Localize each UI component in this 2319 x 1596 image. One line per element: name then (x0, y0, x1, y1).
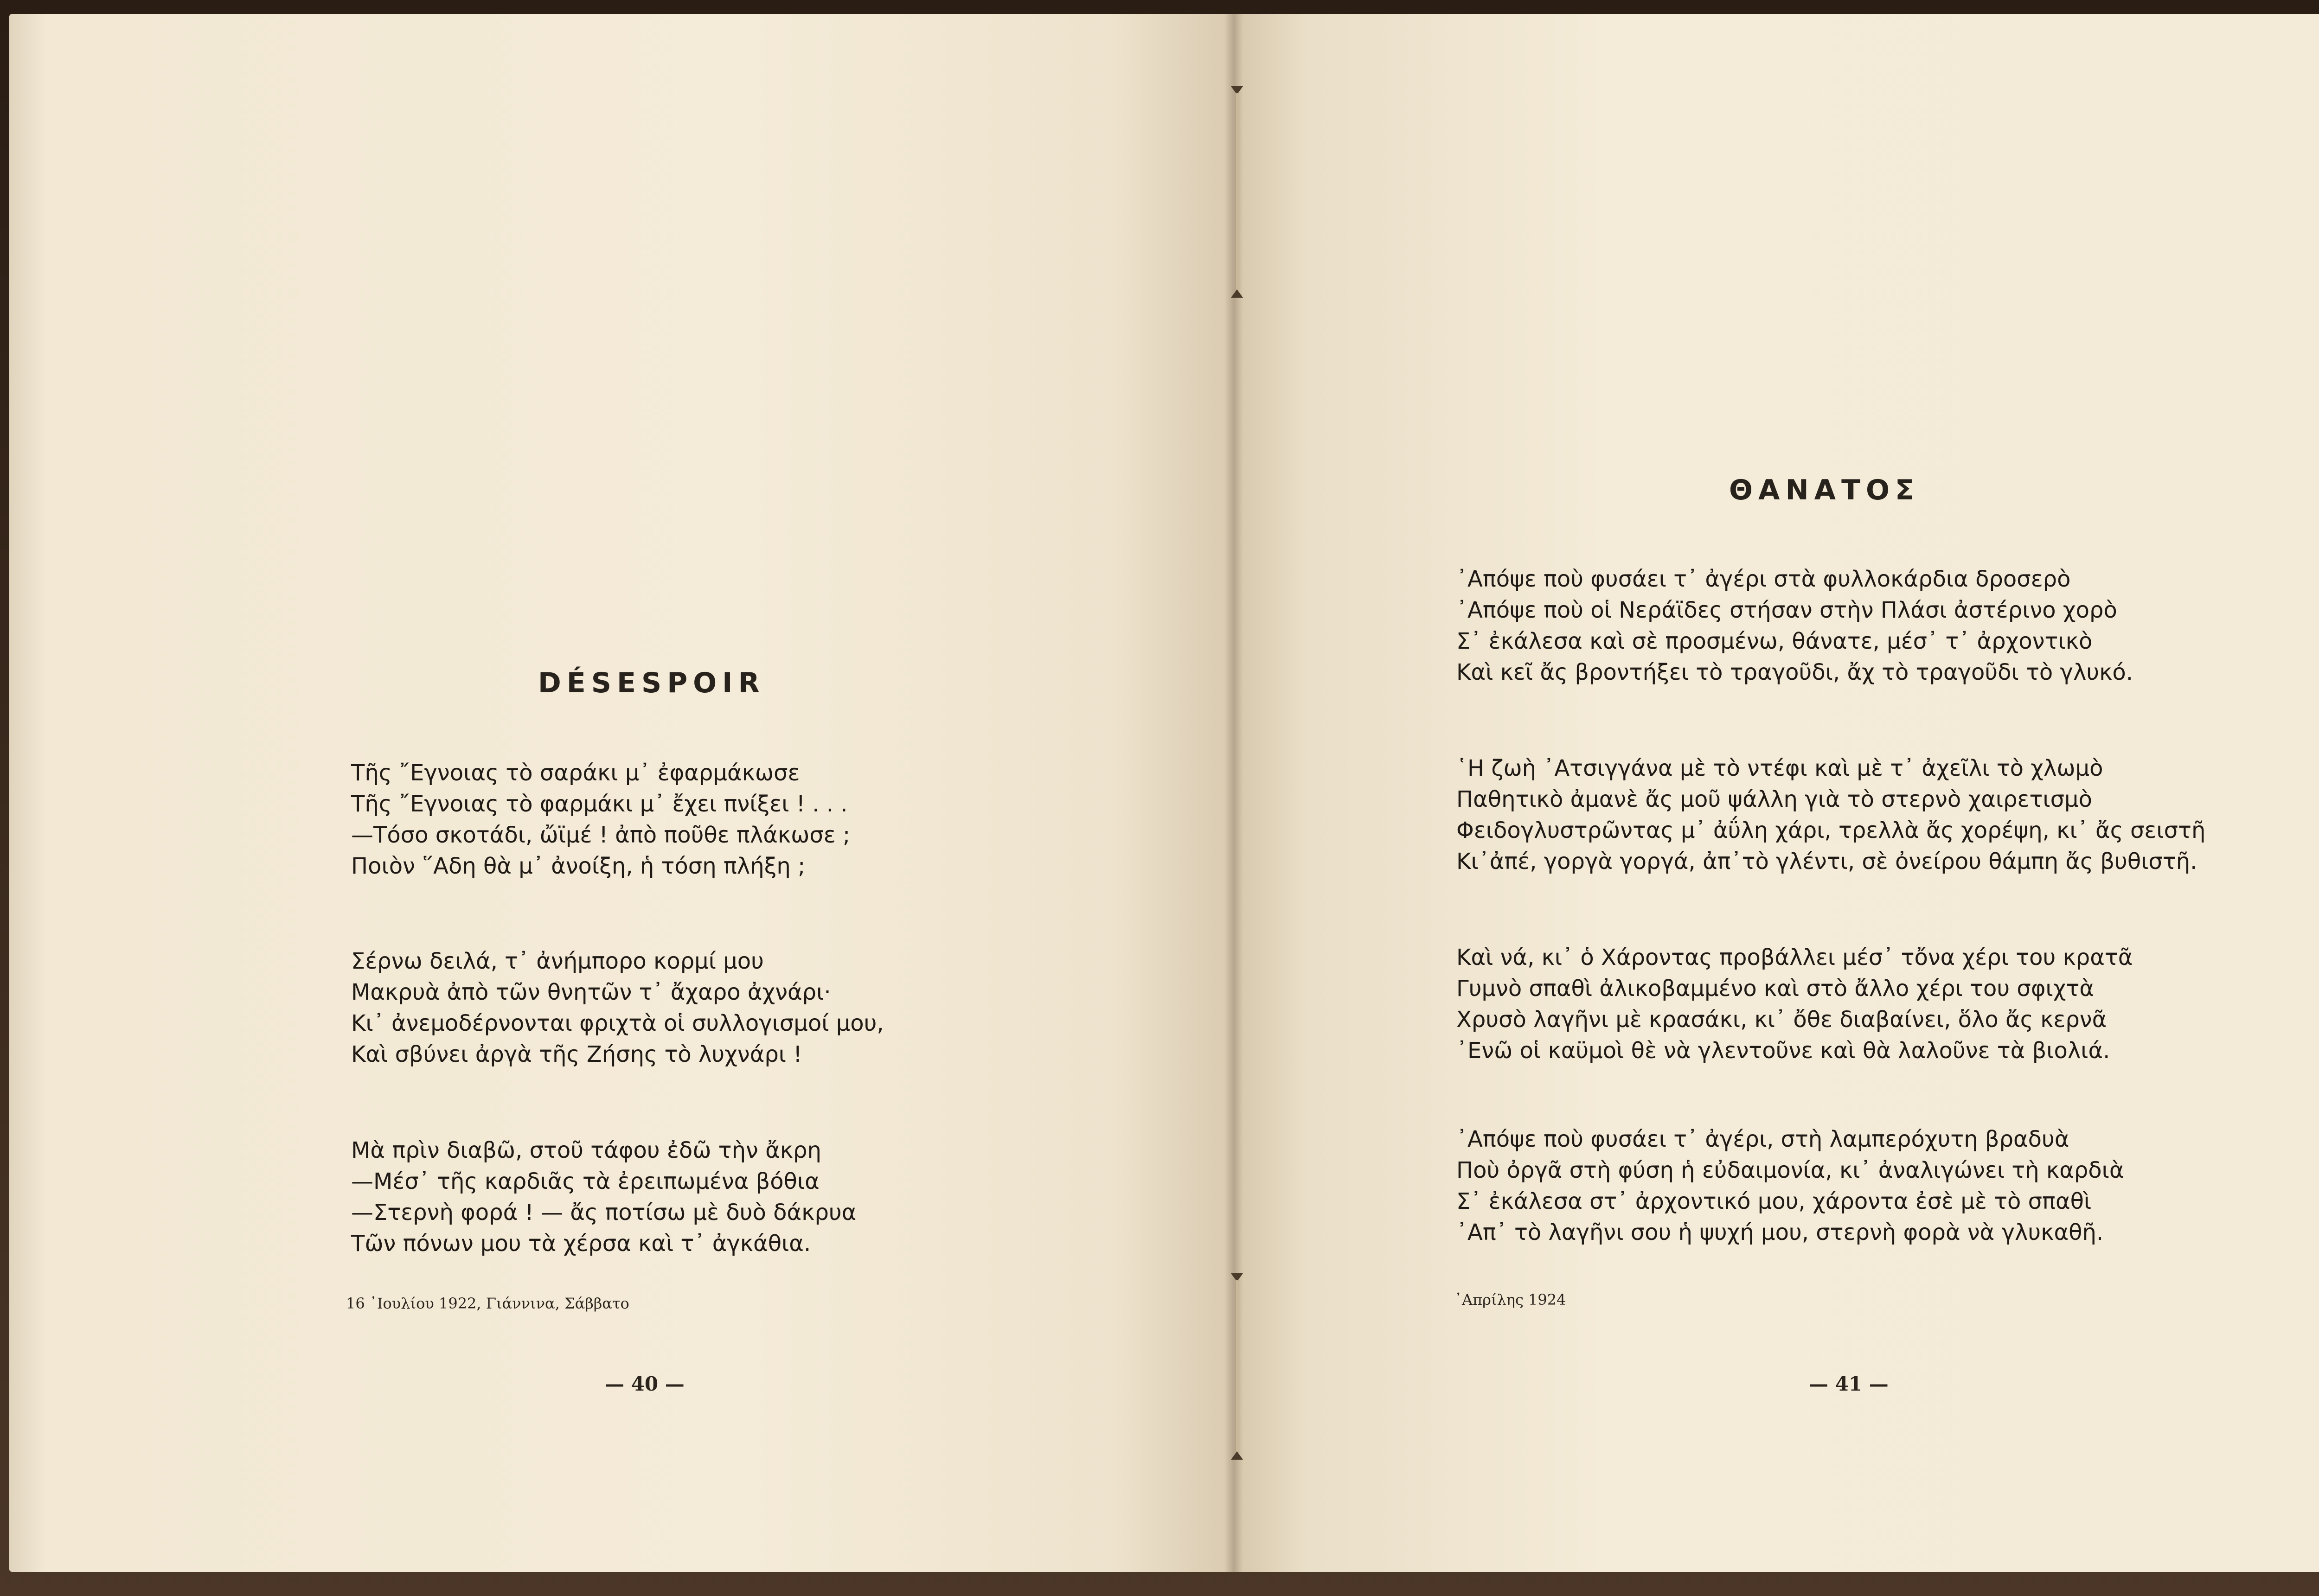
binding-thread (1236, 1280, 1239, 1457)
stanza (351, 946, 884, 1070)
verse-line: —Στερνὴ φορά ! — ἄς ποτίσω μὲ δυὸ δάκρυα (351, 1200, 857, 1226)
verse-line: ᾿Απόψε ποὺ φυσάει τ᾿ ἀγέρι στὰ φυλλοκάρδια δροσερὸ (1456, 566, 2071, 592)
verse-line: ᾿Απόψε ποὺ φυσάει τ᾿ ἀγέρι, στὴ λαμπερόχυτη βραδυὰ (1456, 1126, 2069, 1152)
stanza (1456, 564, 2133, 688)
verse-line: ᾿Απ᾿ τὸ λαγῆνι σου ἡ ψυχή μου, στερνὴ φορὰ νὰ γλυκαθῆ. (1456, 1219, 2104, 1245)
verse-line: Σ᾿ ἐκάλεσα στ᾿ ἀρχοντικό μου, χάροντα ἐσὲ μὲ τὸ σπαθὶ (1456, 1188, 2092, 1214)
verse-line: ᾿Απόψε ποὺ οἱ Νεράϊδες στήσαν στὴν Πλάσι ἀστέρινο χορὸ (1456, 597, 2117, 623)
verse-line: Σέρνω δειλά, τ᾿ ἀνήμπορο κορμί μου (351, 948, 764, 974)
page-number: — 40 — (605, 1373, 685, 1395)
verse-line: Ποὺ ὀργᾶ στὴ φύση ἡ εὐδαιμονία, κι᾿ ἀναλιγώνει τὴ καρδιὰ (1456, 1157, 2124, 1183)
verse-line: Φειδογλυστρῶντας μ᾿ ἀΰλη χάρι, τρελλὰ ἄς χορέψη, κι᾿ ἄς σειστῆ (1456, 817, 2206, 843)
stanza (1456, 1124, 2124, 1248)
stanza (351, 758, 850, 882)
verse-line: Τῆς ῎Εγνοιας τὸ φαρμάκι μ᾿ ἔχει πνίξει ! . . . (351, 791, 848, 817)
poem-date: ᾿Απρίλης 1924 (1454, 1291, 1566, 1309)
verse-line: Κι᾿ ἀνεμοδέρνονται φριχτὰ οἱ συλλογισμοί μου, (351, 1010, 884, 1036)
verse-line: Σ᾿ ἐκάλεσα καὶ σὲ προσμένω, θάνατε, μέσ᾿ τ᾿ ἀρχοντικὸ (1456, 628, 2093, 654)
page-number: — 41 — (1809, 1373, 1889, 1395)
verse-line: Τῆς ῎Εγνοιας τὸ σαράκι μ᾿ ἐφαρμάκωσε (351, 760, 800, 786)
verse-line: ῾Η ζωὴ ᾿Ατσιγγάνα μὲ τὸ ντέφι καὶ μὲ τ᾿ ἀχεῖλι τὸ χλωμὸ (1456, 755, 2103, 781)
stanza (351, 1135, 856, 1259)
verse-line: Χρυσὸ λαγῆνι μὲ κρασάκι, κι᾿ ὄθε διαβαίνει, ὅλο ἄς κερνᾶ (1456, 1007, 2107, 1033)
verse-line: Κι᾿ἀπέ, γοργὰ γοργά, ἀπ᾿τὸ γλέντι, σὲ ὀνείρου θάμπη ἄς βυθιστῆ. (1456, 849, 2197, 875)
verse-line: Καὶ σβύνει ἀργὰ τῆς Ζήσης τὸ λυχνάρι ! (351, 1041, 802, 1067)
verse-line: Μακρυὰ ἀπὸ τῶν θνητῶν τ᾿ ἄχαρο ἀχνάρι· (351, 979, 831, 1005)
verse-line: Μὰ πρὶν διαβῶ, στοῦ τάφου ἐδῶ τὴν ἄκρη (351, 1137, 821, 1163)
verse-line: Καὶ νά, κι᾿ ὁ Χάροντας προβάλλει μέσ᾿ τὄνα χέρι του κρατᾶ (1456, 945, 2133, 970)
poem-date: 16 ᾿Ιουλίου 1922, Γιάννινα, Σάββατο (346, 1295, 629, 1312)
verse-line: —Τόσο σκοτάδι, ὤϊμέ ! ἀπὸ ποῦθε πλάκωσε ; (351, 822, 851, 848)
poem-title: DÉSESPOIR (538, 667, 765, 699)
stanza (1456, 753, 2205, 877)
stanza (1456, 942, 2133, 1066)
verse-line: ᾿Ενῶ οἱ καϋμοὶ θὲ νὰ γλεντοῦνε καὶ θὰ λαλοῦνε τὰ βιολιά. (1456, 1038, 2110, 1064)
binding-thread (1236, 93, 1239, 298)
verse-line: Τῶν πόνων μου τὰ χέρσα καὶ τ᾿ ἀγκάθια. (351, 1231, 811, 1257)
poem-title: ΘΑΝΑΤΟΣ (1729, 474, 1920, 506)
verse-line: Παθητικὸ ἀμανὲ ἄς μοῦ ψάλλη γιὰ τὸ στερνὸ χαιρετισμὸ (1456, 786, 2092, 812)
verse-line: Γυμνὸ σπαθὶ ἀλικοβαμμένο καὶ στὸ ἄλλο χέρι του σφιχτὰ (1456, 976, 2094, 1002)
verse-line: —Μέσ᾿ τῆς καρδιᾶς τὰ ἐρειπωμένα βόθια (351, 1168, 820, 1194)
book-gutter (1224, 14, 1243, 1572)
verse-line: Ποιὸν ῞Αδη θὰ μ᾿ ἀνοίξη, ἡ τόση πλήξη ; (351, 853, 806, 879)
verse-line: Καὶ κεῖ ἄς βροντήξει τὸ τραγοῦδι, ἄχ τὸ τραγοῦδι τὸ γλυκό. (1456, 659, 2133, 685)
